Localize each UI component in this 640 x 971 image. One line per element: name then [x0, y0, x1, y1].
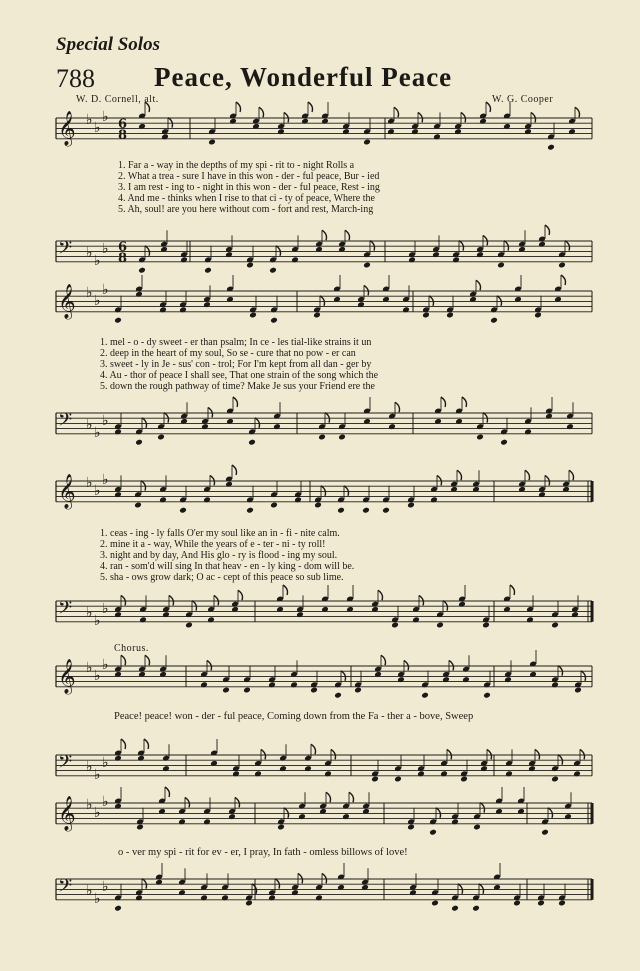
- bass-clef-icon: 𝄢: [58, 238, 73, 263]
- note-flag: [321, 486, 326, 496]
- notehead: [371, 776, 379, 783]
- flat-icon: ♭: [94, 293, 101, 309]
- note-flag: [308, 102, 313, 112]
- note-flag: [142, 879, 147, 889]
- note-flag: [395, 402, 400, 412]
- note-flag: [284, 112, 289, 122]
- bass-clef-icon: 𝄢: [58, 876, 73, 901]
- note-flag: [531, 112, 536, 122]
- note-flag: [145, 246, 150, 256]
- time-signature: 6: [118, 240, 128, 255]
- lyric-line: 1. Far a - way in the depths of my spi - rit to - night Rolls a: [118, 160, 355, 171]
- music-credit: W. G. Cooper: [492, 94, 554, 105]
- note-flag: [341, 671, 346, 681]
- treble-clef-icon: 𝄞: [58, 111, 76, 146]
- lyric-line: 1. mel - o - dy sweet - er than psalm; In ce - les tial-like strains it un: [100, 337, 372, 348]
- notehead: [558, 900, 566, 907]
- note-flag: [419, 595, 424, 605]
- notehead: [318, 434, 326, 441]
- note-flag: [462, 397, 467, 407]
- note-flag: [185, 797, 190, 807]
- notehead: [249, 312, 257, 319]
- flat-icon: ♭: [102, 879, 109, 895]
- note-flag: [145, 655, 150, 665]
- note-flag: [558, 755, 563, 765]
- notehead: [270, 317, 278, 324]
- verse-lyrics-system3: [100, 528, 355, 583]
- notehead: [179, 507, 187, 514]
- lyric-line: o - ver my spi - rit for ev - er, I pray, In fath - omless billows of love!: [118, 847, 408, 858]
- note-flag: [525, 470, 530, 480]
- note-flag: [232, 465, 237, 475]
- note-flag: [322, 230, 327, 240]
- notehead: [429, 829, 437, 836]
- notehead: [407, 502, 415, 509]
- notehead: [547, 144, 555, 151]
- lyric-line: 4. And me - thinks when I rise to that ci - ty of peace, Where the: [118, 193, 375, 204]
- notehead: [314, 502, 322, 509]
- flat-icon: ♭: [86, 605, 93, 621]
- treble-clef-icon: 𝄞: [58, 284, 76, 319]
- notehead: [135, 439, 143, 446]
- notehead: [248, 439, 256, 446]
- lyric-line: Peace! peace! won - der - ful peace, Coming down from the Fa - ther a - bove, Sweep: [114, 711, 474, 722]
- notehead: [269, 267, 277, 274]
- notehead: [354, 687, 362, 694]
- flat-icon: ♭: [86, 475, 93, 491]
- note-flag: [121, 655, 126, 665]
- note-flag: [418, 112, 423, 122]
- note-flag: [461, 112, 466, 122]
- notehead: [500, 439, 508, 446]
- section-label: Special Solos: [56, 34, 160, 55]
- note-flag: [210, 475, 215, 485]
- note-flag: [581, 671, 586, 681]
- bass-clef-icon: 𝄢: [58, 598, 73, 623]
- lyric-line: 5. sha - ows grow dark; O ac - cept of this peace so sub lime.: [100, 572, 344, 583]
- flat-icon: ♭: [102, 472, 109, 488]
- note-flag: [545, 475, 550, 485]
- note-flag: [558, 666, 563, 676]
- notehead: [114, 905, 122, 912]
- treble-clef-icon: 𝄞: [58, 659, 76, 694]
- note-flag: [255, 418, 260, 428]
- notehead: [363, 139, 371, 146]
- notehead: [431, 900, 439, 907]
- note-flag: [404, 660, 409, 670]
- chorus-lyrics-1: [114, 711, 473, 723]
- lyric-line: 2. deep in the heart of my soul, So se - cure that no pow - er can: [100, 348, 356, 359]
- flat-icon: ♭: [94, 891, 101, 907]
- notehead: [134, 502, 142, 509]
- flat-icon: ♭: [94, 253, 101, 269]
- verse-lyrics-system2: [100, 337, 379, 392]
- notehead: [222, 687, 230, 694]
- bass-clef-icon: 𝄢: [58, 752, 73, 777]
- notehead: [382, 507, 390, 514]
- note-flag: [394, 107, 399, 117]
- note-flag: [233, 397, 238, 407]
- notehead: [246, 262, 254, 269]
- note-flag: [436, 808, 441, 818]
- note-flag: [145, 102, 150, 112]
- chorus-label: Chorus.: [114, 643, 149, 654]
- lyric-line: 3. sweet - ly in Je - sus' con - trol; For I'm kept from all dan - ger by: [100, 359, 372, 370]
- flat-icon: ♭: [94, 668, 101, 684]
- note-flag: [165, 787, 170, 797]
- note-flag: [480, 803, 485, 813]
- note-flag: [259, 107, 264, 117]
- flat-icon: ♭: [86, 417, 93, 433]
- note-flag: [320, 296, 325, 306]
- note-flag: [535, 749, 540, 759]
- note-flag: [486, 102, 491, 112]
- notehead: [476, 434, 484, 441]
- treble-clef-icon: 𝄞: [58, 474, 76, 509]
- lyric-line: 3. I am rest - ing to - night in this won - der - ful peace, Rest - ing: [118, 182, 380, 193]
- note-flag: [276, 246, 281, 256]
- notehead: [338, 434, 346, 441]
- note-flag: [569, 470, 574, 480]
- flat-icon: ♭: [102, 755, 109, 771]
- note-flag: [214, 595, 219, 605]
- flat-icon: ♭: [102, 657, 109, 673]
- notehead: [574, 687, 582, 694]
- notehead: [407, 824, 415, 831]
- note-flag: [479, 884, 484, 894]
- note-flag: [168, 118, 173, 128]
- note-flag: [298, 873, 303, 883]
- note-flag: [322, 873, 327, 883]
- note-flag: [208, 407, 213, 417]
- notehead: [497, 262, 505, 269]
- note-flag: [483, 413, 488, 423]
- lyric-line: 2. What a trea - sure I have in this won - der - ful peace, Bur - ied: [118, 171, 380, 182]
- flat-icon: ♭: [86, 797, 93, 813]
- notehead: [551, 622, 559, 629]
- time-signature: 6: [118, 117, 128, 132]
- note-flag: [449, 660, 454, 670]
- note-flag: [326, 792, 331, 802]
- note-flag: [192, 601, 197, 611]
- notehead: [270, 502, 278, 509]
- bass-clef-icon: 𝄢: [58, 410, 73, 435]
- flat-icon: ♭: [86, 759, 93, 775]
- note-flag: [504, 241, 509, 251]
- notehead: [114, 317, 122, 324]
- note-flag: [457, 470, 462, 480]
- flat-icon: ♭: [94, 120, 101, 136]
- flat-icon: ♭: [102, 794, 109, 810]
- note-flag: [381, 655, 386, 665]
- lyric-line: 4. ran - som'd will sing In that heav - en - ly king - dom will be.: [100, 561, 355, 572]
- note-flag: [345, 230, 350, 240]
- flat-icon: ♭: [102, 109, 109, 125]
- note-flag: [487, 749, 492, 759]
- note-flag: [252, 884, 257, 894]
- notehead: [537, 900, 545, 907]
- note-flag: [325, 413, 330, 423]
- notehead: [460, 776, 468, 783]
- notehead: [446, 312, 454, 319]
- flat-icon: ♭: [94, 767, 101, 783]
- flat-icon: ♭: [102, 413, 109, 429]
- flat-icon: ♭: [86, 883, 93, 899]
- note-flag: [235, 797, 240, 807]
- flat-icon: ♭: [94, 805, 101, 821]
- note-flag: [561, 275, 566, 285]
- note-flag: [447, 749, 452, 759]
- notehead: [541, 829, 549, 836]
- notehead: [313, 312, 321, 319]
- note-flag: [545, 225, 550, 235]
- notehead: [422, 312, 430, 319]
- lyric-line: 3. night and by day, And His glo - ry is flood - ing my soul.: [100, 550, 338, 561]
- flat-icon: ♭: [94, 613, 101, 629]
- notehead: [558, 262, 566, 269]
- note-flag: [261, 749, 266, 759]
- note-flag: [142, 418, 147, 428]
- notehead: [394, 776, 402, 783]
- notehead: [483, 692, 491, 699]
- notehead: [436, 622, 444, 629]
- notehead: [362, 507, 370, 514]
- notehead: [551, 776, 559, 783]
- note-flag: [236, 102, 241, 112]
- flat-icon: ♭: [102, 241, 109, 257]
- notehead: [337, 507, 345, 514]
- notehead: [391, 622, 399, 629]
- notehead: [451, 905, 459, 912]
- notehead: [310, 687, 318, 694]
- note-flag: [575, 107, 580, 117]
- note-flag: [370, 241, 375, 251]
- flat-icon: ♭: [94, 425, 101, 441]
- note-flag: [283, 585, 288, 595]
- note-flag: [437, 475, 442, 485]
- note-flag: [378, 590, 383, 600]
- note-flag: [443, 601, 448, 611]
- flat-icon: ♭: [102, 601, 109, 617]
- notehead: [246, 507, 254, 514]
- notehead: [277, 824, 285, 831]
- time-signature: 8: [118, 251, 128, 266]
- note-flag: [580, 749, 585, 759]
- note-flag: [349, 792, 354, 802]
- notehead: [482, 622, 490, 629]
- notehead: [185, 622, 193, 629]
- notehead: [243, 687, 251, 694]
- chorus-lyrics-2: [118, 847, 408, 859]
- notehead: [138, 267, 146, 274]
- lyric-line: 4. Au - thor of peace I shall see, That one strain of the song which the: [100, 370, 379, 381]
- note-flag: [238, 590, 243, 600]
- treble-clef-icon: 𝄞: [58, 796, 76, 831]
- notehead: [534, 312, 542, 319]
- lyric-line: 1. ceas - ing - ly falls O'er my soul like an in - fi - nite calm.: [100, 528, 340, 539]
- flat-icon: ♭: [86, 285, 93, 301]
- note-flag: [164, 413, 169, 423]
- note-flag: [483, 235, 488, 245]
- note-flag: [510, 585, 515, 595]
- note-flag: [548, 808, 553, 818]
- flat-icon: ♭: [86, 112, 93, 128]
- time-signature: 8: [118, 128, 128, 143]
- flat-icon: ♭: [94, 483, 101, 499]
- notehead: [473, 824, 481, 831]
- notehead: [157, 434, 165, 441]
- note-flag: [458, 884, 463, 894]
- words-credit: W. D. Cornell, alt.: [76, 94, 159, 105]
- note-flag: [311, 744, 316, 754]
- notehead: [421, 692, 429, 699]
- lyric-line: 5. down the rough pathway of time? Make Je sus your Friend ere the: [100, 381, 375, 392]
- hymn-number: 788: [56, 64, 95, 93]
- note-flag: [497, 296, 502, 306]
- note-flag: [441, 397, 446, 407]
- note-flag: [169, 595, 174, 605]
- note-flag: [459, 241, 464, 251]
- note-flag: [144, 739, 149, 749]
- flat-icon: ♭: [86, 660, 93, 676]
- note-flag: [344, 486, 349, 496]
- note-flag: [275, 879, 280, 889]
- notehead: [204, 267, 212, 274]
- notehead: [334, 692, 342, 699]
- note-flag: [284, 808, 289, 818]
- hymn-title: Peace, Wonderful Peace: [154, 62, 453, 92]
- notehead: [472, 905, 480, 912]
- notehead: [136, 824, 144, 831]
- note-flag: [565, 241, 570, 251]
- lyric-line: 5. Ah, soul! are you here without com - fort and rest, March-ing: [118, 204, 374, 215]
- notehead: [363, 262, 371, 269]
- note-flag: [476, 280, 481, 290]
- note-flag: [364, 285, 369, 295]
- flat-icon: ♭: [86, 245, 93, 261]
- note-flag: [121, 739, 126, 749]
- lyric-line: 2. mine it a - way, While the years of e - ter - ni - ty roll!: [100, 539, 326, 550]
- verse-lyrics-system1: [118, 160, 380, 215]
- notehead: [208, 139, 216, 146]
- notehead: [490, 317, 498, 324]
- note-flag: [141, 481, 146, 491]
- flat-icon: ♭: [102, 282, 109, 298]
- note-flag: [331, 749, 336, 759]
- note-flag: [121, 595, 126, 605]
- notehead: [513, 900, 521, 907]
- notehead: [245, 900, 253, 907]
- note-flag: [207, 660, 212, 670]
- note-flag: [429, 296, 434, 306]
